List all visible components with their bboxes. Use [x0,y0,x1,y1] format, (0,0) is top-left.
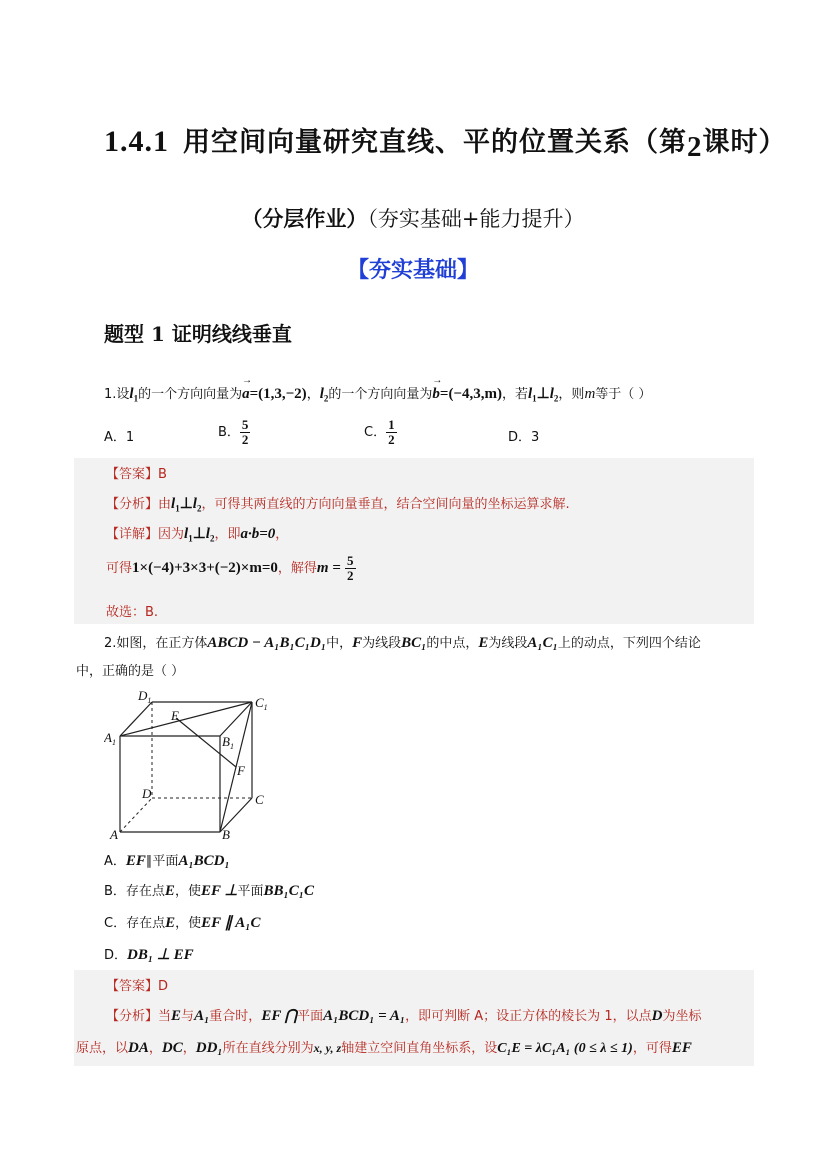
analysis-2-line1: 【分析】当E与A₁重合时，EF ⋂平面A₁BCD₁ = A₁，即可判断 A；设正方体的棱长为 1，以点D为坐标 [106,1008,702,1024]
question-2-stem: 2.如图，在正方体ABCD − A₁B₁C₁D₁中，F为线段BC₁的中点，E为线段A₁C₁上的动点，下列四个结论 [104,635,701,651]
q2-option-b: B．存在点E，使EF ⊥平面BB₁C₁C [104,883,315,899]
section-heading: 【夯实基础】 [346,257,479,283]
option-d: D．3 [508,430,540,445]
label-b1: $B_1$ [222,734,234,751]
choose-1: 故选：B. [106,605,159,620]
calc-1: 可得1×(−4)+3×3+(−2)×m=0，解得m = $\frac{5}{2}$ [106,553,354,583]
diag-a1-c1 [120,702,252,736]
label-a: A [110,827,118,842]
answer-1: 【答案】B [106,467,167,482]
analysis-1: 【分析】由$l_1\perp l_2$，可得其两直线的方向向量垂直，结合空间向量的坐标运算求解. [106,496,570,514]
cube-figure [104,686,284,842]
edge-a1-d1 [120,702,152,736]
page-title: 1.4.1 用空间向量研究直线、平的位置关系（第2课时） [104,125,787,163]
label-b: B [222,827,230,842]
analysis-2-line2: 原点，以DA，DC，DD₁所在直线分别为x, y, z轴建立空间直角坐标系，设C₁E = λC₁A₁ (0 ≤ λ ≤ 1)，可得EF [76,1040,692,1056]
q2-option-d: D．DB₁ ⊥ EF [104,947,194,963]
label-d: D [142,786,152,801]
answer-box-1 [74,458,754,624]
option-c: C． $\frac{1}{2}$ [364,417,395,447]
detail-1: 【详解】因为$l_1\perp l_2$，即a·b=0， [106,526,289,544]
label-e: E [171,708,179,723]
label-d1: $D_1$ [138,688,152,705]
label-f: F [237,763,245,778]
question-1-stem: 1.设$l_1$的一个方向向量为→ a=(1,3,−2)，$l_2$的一个方向向量为→ b=(−4,3,m)，若$l_1\perp l_2$，则m等于（ ） [104,383,651,404]
q2-option-a: A．EF∥平面A₁BCD₁ [104,853,230,869]
q2-option-c: C．存在点E，使EF ∥ A₁C [104,915,261,931]
label-c1: $C_1$ [255,695,268,712]
option-b: B． $\frac{5}{2}$ [218,417,249,447]
question-type-heading: 题型 1 证明线线垂直 [104,322,292,346]
question-2-stem-line2: 中，正确的是（ ） [76,664,185,679]
answer-box-2 [74,970,754,1066]
subtitle: （分层作业）（夯实基础+能力提升） [241,206,585,231]
answer-2: 【答案】D [106,979,169,994]
label-c: C [255,792,264,807]
label-a1: $A_1$ [104,730,116,747]
hidden-a-d [120,798,152,832]
option-a: A．1 [104,430,135,445]
